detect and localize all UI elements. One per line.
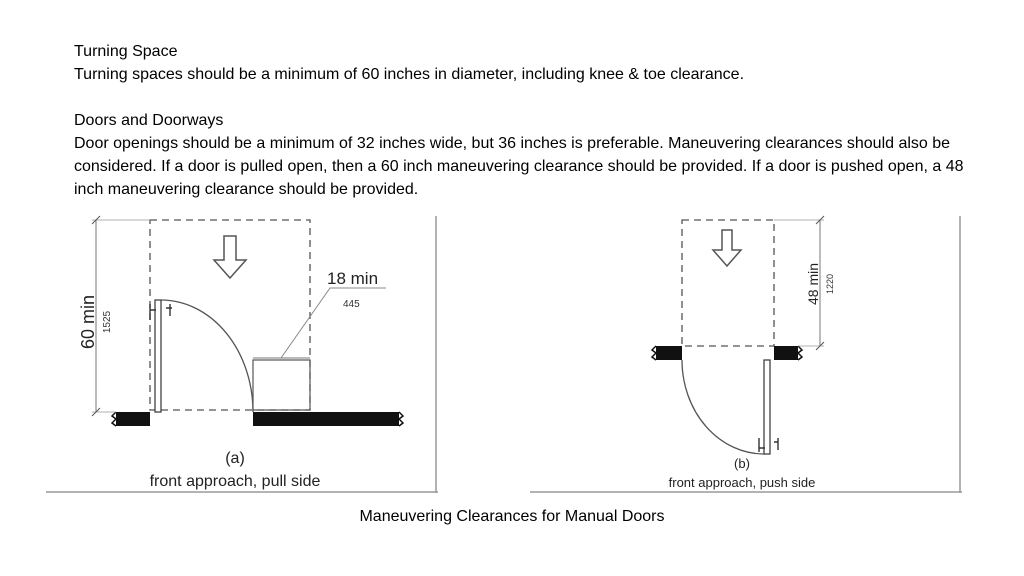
figure-pull-side	[46, 212, 438, 494]
figure-push-side-diagram	[530, 212, 962, 494]
wall-left	[656, 346, 682, 360]
wall-right-break	[399, 412, 403, 426]
door-swing-arc	[682, 360, 764, 454]
depth-dimension-label: 60 min	[78, 294, 98, 350]
depth-dimension-metric: 1220	[825, 273, 835, 295]
figure-b-label: (b)	[734, 456, 750, 471]
door-leaf	[764, 360, 770, 454]
leader-line-latch	[281, 288, 386, 358]
body-text	[74, 40, 974, 201]
depth-dimension-label: 48 min	[805, 262, 821, 306]
section-heading-turning-space: Turning Space	[74, 43, 178, 60]
door-leaf	[155, 300, 161, 412]
wall-right	[774, 346, 798, 360]
figure-push-side	[530, 212, 962, 494]
latch-clearance-box	[253, 360, 310, 410]
latch-dimension-label: 18 min	[327, 269, 379, 288]
figure-caption: Maneuvering Clearances for Manual Doors	[359, 508, 665, 525]
wall-right	[253, 412, 399, 426]
wall-left-break	[652, 346, 656, 360]
section-body-doors: Door openings should be a minimum of 32 inches wide, but 36 inches is preferable. Maneuvering clearances should also be considered. If a door is pulled open, then a 60 inch maneuvering clearance should be provided. If a door is pushed open, a 48 inch maneuvering clearance should be provided.	[74, 135, 964, 198]
wall-right-break	[798, 346, 802, 360]
wall-left-break	[112, 412, 116, 426]
figure-pull-side-diagram	[46, 212, 438, 494]
depth-dimension-metric: 1525	[102, 310, 113, 334]
figure-a-label: (a)	[225, 450, 245, 467]
door-swing-arc	[161, 300, 253, 412]
section-body-turning-space: Turning spaces should be a minimum of 60 inches in diameter, including knee & toe clearance.	[74, 66, 745, 83]
approach-arrow-icon	[214, 236, 246, 278]
wall-left	[116, 412, 150, 426]
figure-b-description: front approach, push side	[668, 475, 816, 490]
approach-arrow-icon	[713, 230, 741, 266]
figure-a-description: front approach, pull side	[149, 473, 321, 490]
latch-dimension-metric: 445	[343, 299, 360, 310]
section-heading-doors: Doors and Doorways	[74, 112, 224, 129]
